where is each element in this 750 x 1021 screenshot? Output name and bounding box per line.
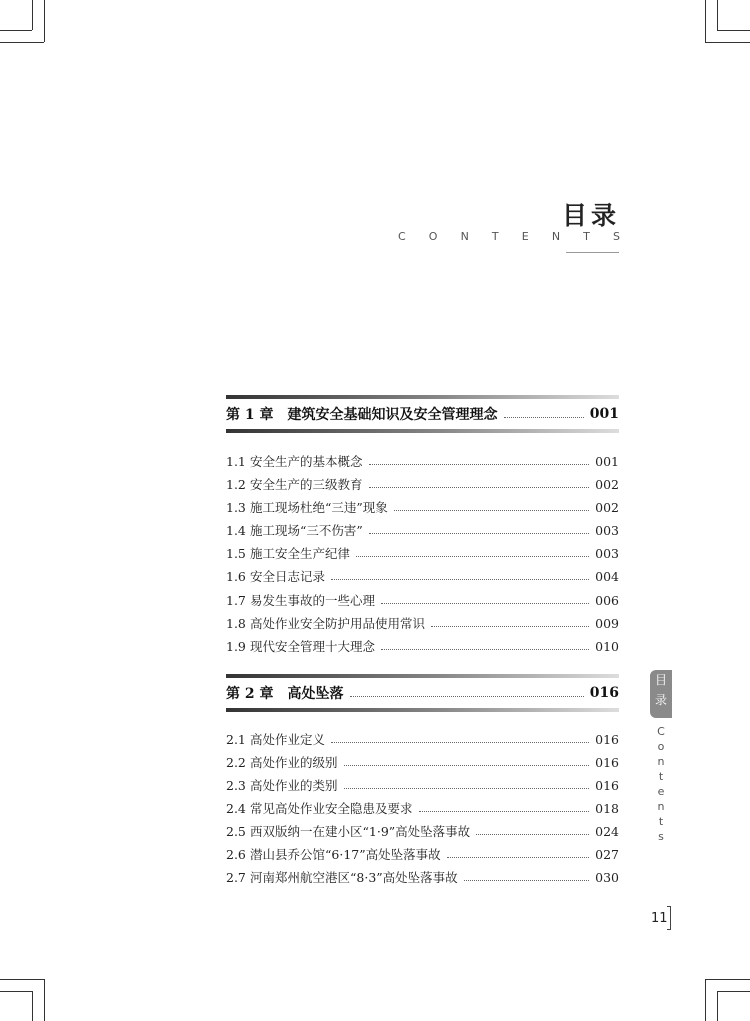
subtitle-letter: T	[491, 230, 499, 243]
side-letter: o	[657, 740, 665, 753]
leader-dots	[464, 880, 589, 881]
entry-number: 2.4	[226, 800, 246, 816]
side-letter: t	[658, 770, 664, 783]
entry-page: 016	[595, 731, 619, 747]
entry-page: 004	[595, 568, 619, 584]
side-tab-char: 录	[654, 693, 667, 707]
leader-dots	[394, 510, 589, 511]
entry-title: 常见高处作业安全隐患及要求	[250, 801, 413, 816]
entry-title: 潜山县乔公馆“6·17”高处坠落事故	[250, 847, 441, 862]
entry-title: 高处作业定义	[250, 732, 326, 747]
subtitle-letter: N	[460, 230, 469, 243]
leader-dots	[369, 464, 590, 465]
leader-dots	[331, 742, 589, 743]
entry-title: 施工现场杜绝“三违”现象	[250, 500, 388, 515]
toc-entry[interactable]	[226, 798, 619, 818]
entry-number: 2.3	[226, 777, 246, 793]
toc-entry[interactable]	[226, 729, 619, 749]
entry-title: 高处作业的级别	[250, 755, 338, 770]
toc-entry[interactable]	[226, 752, 619, 772]
entry-number: 1.9	[226, 638, 246, 654]
entry-title: 西双版纳一在建小区“1·9”高处坠落事故	[250, 824, 471, 839]
entry-title: 施工现场“三不伤害”	[250, 523, 363, 538]
subtitle-letter: T	[583, 230, 590, 243]
entry-page: 001	[595, 453, 619, 469]
toc-entry[interactable]	[226, 543, 619, 563]
entry-number: 2.5	[226, 823, 246, 839]
contents-subtitle	[398, 230, 620, 243]
leader-dots	[369, 533, 589, 534]
entry-number: 1.4	[226, 522, 246, 538]
entry-page: 027	[595, 846, 619, 862]
entry-page: 009	[595, 615, 619, 631]
entry-number: 2.2	[226, 754, 246, 770]
side-letter: n	[657, 800, 665, 813]
crop-mark	[44, 979, 45, 1021]
chapter-number: 第 1 章	[226, 407, 274, 423]
entry-page: 002	[595, 476, 619, 492]
entry-number: 1.3	[226, 499, 246, 515]
leader-dots	[431, 626, 589, 627]
entry-page: 002	[595, 499, 619, 515]
toc-entry[interactable]	[226, 775, 619, 795]
subtitle-letter: E	[521, 230, 529, 243]
side-letter: n	[657, 755, 665, 768]
entry-page: 006	[595, 592, 619, 608]
chapter-page: 001	[589, 406, 619, 422]
toc-entry[interactable]	[226, 474, 619, 494]
leader-dots	[447, 857, 590, 858]
entry-number: 1.5	[226, 545, 246, 561]
crop-mark	[717, 0, 718, 30]
subtitle-letter: N	[551, 230, 561, 243]
entry-number: 1.2	[226, 476, 246, 492]
entry-title: 现代安全管理十大理念	[250, 639, 376, 654]
entry-title: 安全生产的基本概念	[250, 454, 363, 469]
chapter-heading[interactable]	[226, 674, 619, 712]
leader-dots	[344, 765, 590, 766]
entry-page: 024	[595, 823, 619, 839]
side-letter: t	[658, 815, 664, 828]
crop-mark	[44, 0, 45, 42]
chapter-page: 016	[589, 685, 619, 701]
entry-page: 003	[595, 545, 619, 561]
crop-mark	[0, 30, 32, 31]
crop-mark	[705, 979, 750, 980]
entry-number: 1.6	[226, 568, 246, 584]
side-contents-label	[652, 724, 670, 844]
crop-mark	[0, 979, 44, 980]
leader-dots	[344, 788, 590, 789]
entry-title: 安全生产的三级教育	[250, 477, 363, 492]
chapter-number: 第 2 章	[226, 686, 274, 702]
subtitle-letter: O	[428, 230, 438, 243]
entry-title: 高处作业安全防护用品使用常识	[250, 616, 426, 631]
leader-dots	[350, 696, 584, 697]
crop-mark	[717, 30, 750, 31]
entry-title: 施工安全生产纪律	[250, 546, 351, 561]
entry-number: 1.8	[226, 615, 246, 631]
entry-page: 003	[595, 522, 619, 538]
toc-entry[interactable]	[226, 590, 619, 610]
toc-entry[interactable]	[226, 636, 619, 656]
leader-dots	[504, 417, 584, 418]
chapter-title: 建筑安全基础知识及安全管理理念	[287, 407, 498, 423]
chapter-bar-top	[226, 395, 619, 399]
toc-entry[interactable]	[226, 497, 619, 517]
toc-entry[interactable]	[226, 451, 619, 471]
chapter-bar-bottom	[226, 429, 619, 433]
leader-dots	[381, 603, 589, 604]
leader-dots	[419, 811, 590, 812]
toc-entry[interactable]	[226, 566, 619, 586]
leader-dots	[331, 579, 589, 580]
leader-dots	[381, 649, 589, 650]
chapter-bar-bottom	[226, 708, 619, 712]
crop-mark	[705, 42, 750, 43]
page-number-bracket	[667, 906, 671, 930]
toc-entry[interactable]	[226, 844, 619, 864]
crop-mark	[705, 979, 706, 1021]
page-title: 目录	[561, 201, 620, 230]
crop-mark	[705, 0, 706, 42]
entry-page: 018	[595, 800, 619, 816]
side-letter: s	[658, 830, 664, 843]
entry-page: 016	[595, 777, 619, 793]
toc-entry[interactable]	[226, 520, 619, 540]
entry-page: 030	[595, 869, 619, 885]
entry-title: 河南郑州航空港区“8·3”高处坠落事故	[250, 870, 458, 885]
crop-mark	[32, 991, 33, 1021]
toc-entry[interactable]	[226, 821, 619, 841]
chapter-bar-top	[226, 674, 619, 678]
crop-mark	[0, 42, 44, 43]
entry-title: 高处作业的类别	[250, 778, 338, 793]
title-divider	[566, 252, 619, 253]
entry-title: 易发生事故的一些心理	[250, 593, 376, 608]
crop-mark	[717, 991, 750, 992]
entry-page: 010	[595, 638, 619, 654]
leader-dots	[356, 556, 589, 557]
subtitle-letter: C	[398, 230, 406, 243]
entry-number: 2.1	[226, 731, 246, 747]
leader-dots	[476, 834, 589, 835]
side-letter: e	[657, 785, 665, 798]
chapter-heading[interactable]	[226, 395, 619, 433]
entry-number: 1.7	[226, 592, 246, 608]
side-letter: C	[657, 725, 665, 738]
entry-number: 2.6	[226, 846, 246, 862]
toc-entry[interactable]	[226, 613, 619, 633]
entry-number: 2.7	[226, 869, 246, 885]
section-side-tab[interactable]	[650, 670, 672, 718]
entry-title: 安全日志记录	[250, 569, 326, 584]
entry-page: 016	[595, 754, 619, 770]
leader-dots	[369, 487, 590, 488]
toc-entry[interactable]	[226, 867, 619, 887]
crop-mark	[717, 991, 718, 1021]
entry-number: 1.1	[226, 453, 246, 469]
crop-mark	[0, 991, 32, 992]
chapter-title: 高处坠落	[287, 686, 344, 702]
subtitle-letter: S	[613, 230, 620, 243]
page-number: 11	[651, 911, 668, 926]
crop-mark	[32, 0, 33, 30]
side-tab-char: 目	[654, 673, 667, 687]
